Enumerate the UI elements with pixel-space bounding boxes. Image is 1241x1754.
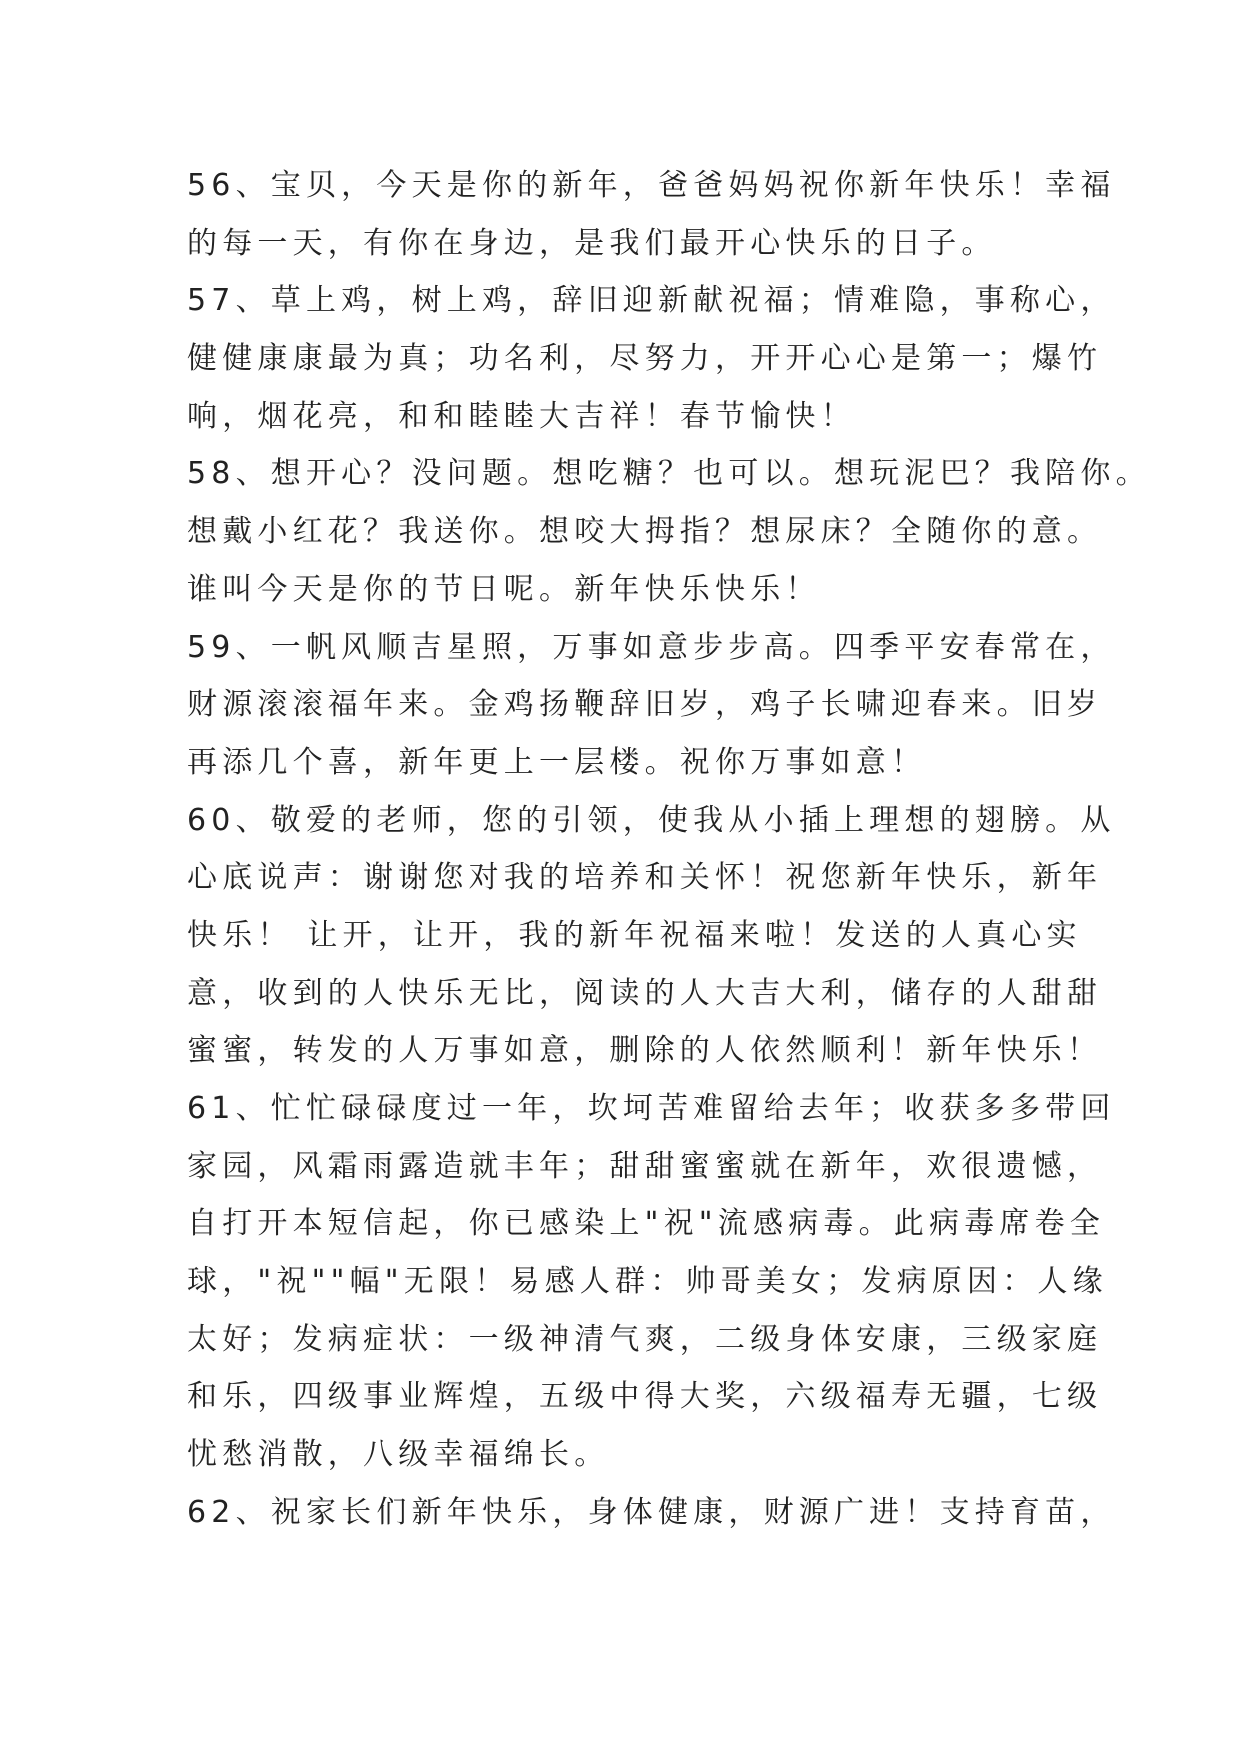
text-line: 谁叫今天是你的节日呢。新年快乐快乐！ — [187, 571, 821, 607]
text-line: 自打开本短信起，你已感染上"祝"流感病毒。此病毒席卷全 — [187, 1206, 1105, 1242]
text-line: 家园，风霜雨露造就丰年；甜甜蜜蜜就在新年，欢很遗憾， — [187, 1148, 1103, 1184]
text-line: 快乐！ 让开，让开，我的新年祝福来啦！发送的人真心实 — [187, 917, 1082, 953]
text-line: 忧愁消散，八级幸福绵长。 — [187, 1437, 610, 1473]
text-line: 62、祝家长们新年快乐，身体健康，财源广进！支持育苗， — [187, 1494, 1116, 1530]
text-line: 再添几个喜，新年更上一层楼。祝你万事如意！ — [187, 744, 927, 780]
text-line: 60、敬爱的老师，您的引领，使我从小插上理想的翅膀。从 — [187, 802, 1116, 838]
document-text-body — [187, 157, 1151, 1542]
text-line: 的每一天，有你在身边，是我们最开心快乐的日子。 — [187, 225, 997, 261]
text-line: 财源滚滚福年来。金鸡扬鞭辞旧岁，鸡子长啸迎春来。旧岁 — [187, 687, 1103, 723]
text-line: 57、草上鸡，树上鸡，辞旧迎新献祝福；情难隐，事称心， — [187, 283, 1116, 319]
text-line: 健健康康最为真；功名利，尽努力，开开心心是第一；爆竹 — [187, 341, 1103, 377]
text-line: 和乐，四级事业辉煌，五级中得大奖，六级福寿无疆，七级 — [187, 1379, 1103, 1415]
text-line: 想戴小红花？我送你。想咬大拇指？想尿床？全随你的意。 — [187, 514, 1103, 550]
text-line: 太好；发病症状：一级神清气爽，二级身体安康，三级家庭 — [187, 1321, 1103, 1357]
text-line: 61、忙忙碌碌度过一年，坎坷苦难留给去年；收获多多带回 — [187, 1091, 1116, 1126]
text-line: 球，"祝""幅"无限！易感人群：帅哥美女；发病原因：人缘 — [187, 1264, 1108, 1300]
text-line: 心底说声：谢谢您对我的培养和关怀！祝您新年快乐，新年 — [187, 860, 1103, 896]
text-line: 59、一帆风顺吉星照，万事如意步步高。四季平安春常在， — [187, 629, 1116, 665]
text-line: 响，烟花亮，和和睦睦大吉祥！春节愉快！ — [187, 398, 856, 434]
text-line: 意，收到的人快乐无比，阅读的人大吉大利，储存的人甜甜 — [187, 975, 1103, 1011]
text-line: 58、想开心？没问题。想吃糖？也可以。想玩泥巴？我陪你。 — [187, 456, 1151, 492]
text-line: 56、宝贝，今天是你的新年，爸爸妈妈祝你新年快乐！幸福 — [187, 168, 1116, 203]
text-line: 蜜蜜，转发的人万事如意，删除的人依然顺利！新年快乐！ — [187, 1033, 1103, 1069]
